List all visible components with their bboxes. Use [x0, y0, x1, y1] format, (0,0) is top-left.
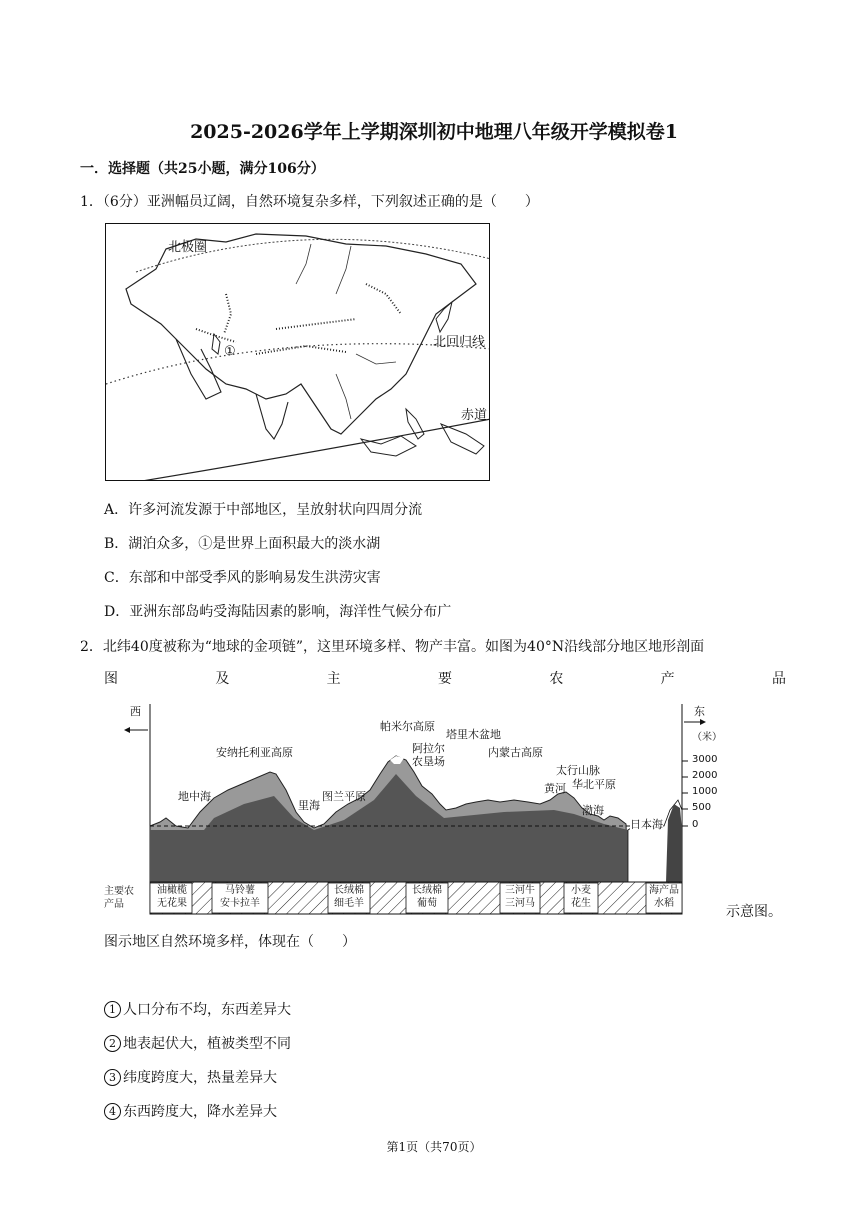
- question-2-stem-line1: 2．北纬40度被称为“地球的金项链”，这里环境多样、物产丰富。如图为40°N沿线部分地区地形剖面: [80, 639, 705, 655]
- asia-map-figure: [105, 223, 490, 481]
- pamir-label: 帕米尔高原: [380, 720, 435, 733]
- elevation-tick: 2000: [692, 770, 718, 781]
- products-row-label: 主要农 产品: [104, 886, 134, 910]
- elevation-tick: 1000: [692, 786, 718, 797]
- east-label: 东: [694, 705, 705, 718]
- product-cell: 小麦 花生: [571, 885, 591, 909]
- equator-label: 赤道: [461, 408, 488, 423]
- elevation-tick: 500: [692, 802, 712, 813]
- west-label: 西: [130, 705, 141, 718]
- elevation-tick: 3000: [692, 754, 718, 765]
- question-2-stem-line2: [104, 668, 786, 688]
- q2-statement-2[interactable]: [104, 1033, 291, 1053]
- stem-word: 及: [215, 671, 230, 687]
- page-title: 2025-2026学年上学期深圳初中地理八年级开学模拟卷1: [190, 121, 678, 143]
- product-cell: 马铃薯 安卡拉羊: [220, 885, 260, 909]
- asia-map-drawing: [106, 224, 490, 481]
- bohai-label: 渤海: [582, 804, 604, 817]
- product-cell: 油橄榄 无花果: [157, 885, 187, 909]
- stem-word: 产: [660, 671, 675, 687]
- lake-marker-1: ①: [224, 344, 236, 359]
- circled-number: 2: [104, 1035, 121, 1052]
- q2-statement-1[interactable]: [104, 999, 291, 1019]
- mongolia-label: 内蒙古高原: [488, 746, 543, 759]
- stem-word: 农: [549, 671, 564, 687]
- tarim-label: 塔里木盆地: [446, 728, 501, 741]
- q1-option-c[interactable]: C．东部和中部受季风的影响易发生洪涝灾害: [104, 570, 381, 586]
- arctic-circle-label: 北极圈: [168, 240, 208, 255]
- question-2-question: 图示地区自然环境多样，体现在（ ）: [104, 934, 356, 950]
- q2-statement-3[interactable]: [104, 1067, 277, 1087]
- elevation-unit: （米）: [692, 732, 722, 743]
- circled-number: 1: [104, 1001, 121, 1018]
- statement-text: 纬度跨度大，热量差异大: [123, 1070, 277, 1086]
- turan-label: 图兰平原: [322, 790, 366, 803]
- north-china-label: 华北平原: [572, 778, 616, 791]
- figure-caption-tail: 示意图。: [726, 904, 782, 920]
- statement-text: 东西跨度大，降水差异大: [123, 1104, 277, 1120]
- q1-option-a[interactable]: A．许多河流发源于中部地区，呈放射状向四周分流: [104, 502, 423, 518]
- taihang-label: 太行山脉: [556, 764, 600, 777]
- alar-label: 阿拉尔 农垦场: [412, 742, 445, 768]
- yellow-river-label: 黄河: [544, 782, 566, 795]
- section-heading: 一．选择题（共25小题，满分106分）: [80, 161, 325, 177]
- product-cell: 长绒棉 葡萄: [412, 885, 442, 909]
- stem-word: 图: [104, 671, 118, 687]
- circled-number: 4: [104, 1103, 121, 1120]
- stem-word: 主: [326, 671, 341, 687]
- product-cell: 海产品 水稻: [649, 885, 679, 909]
- elevation-tick: 0: [692, 819, 699, 830]
- q2-statement-4[interactable]: [104, 1101, 277, 1121]
- caspian-label: 里海: [298, 799, 320, 812]
- q1-option-b[interactable]: B．湖泊众多，①是世界上面积最大的淡水湖: [104, 536, 381, 552]
- product-cell: 三河牛 三河马: [505, 885, 535, 909]
- mediterranean-label: 地中海: [178, 790, 211, 803]
- question-1-stem: 1．（6分）亚洲幅员辽阔，自然环境复杂多样，下列叙述正确的是（ ）: [80, 194, 539, 210]
- statement-text: 人口分布不均，东西差异大: [123, 1002, 291, 1018]
- japan-sea-label: 日本海: [630, 818, 663, 831]
- product-cell: 长绒棉 细毛羊: [334, 885, 364, 909]
- tropic-of-cancer-label: 北回归线: [433, 335, 486, 350]
- terrain-profile-figure: [104, 700, 724, 915]
- circled-number: 3: [104, 1069, 121, 1086]
- q1-option-d[interactable]: D．亚洲东部岛屿受海陆因素的影响，海洋性气候分布广: [104, 604, 452, 620]
- anatolia-label: 安纳托利亚高原: [216, 746, 293, 759]
- stem-word: 品: [771, 671, 786, 687]
- statement-text: 地表起伏大，植被类型不同: [123, 1036, 291, 1052]
- stem-word: 要: [437, 671, 452, 687]
- page-footer: 第1页（共70页）: [386, 1140, 482, 1154]
